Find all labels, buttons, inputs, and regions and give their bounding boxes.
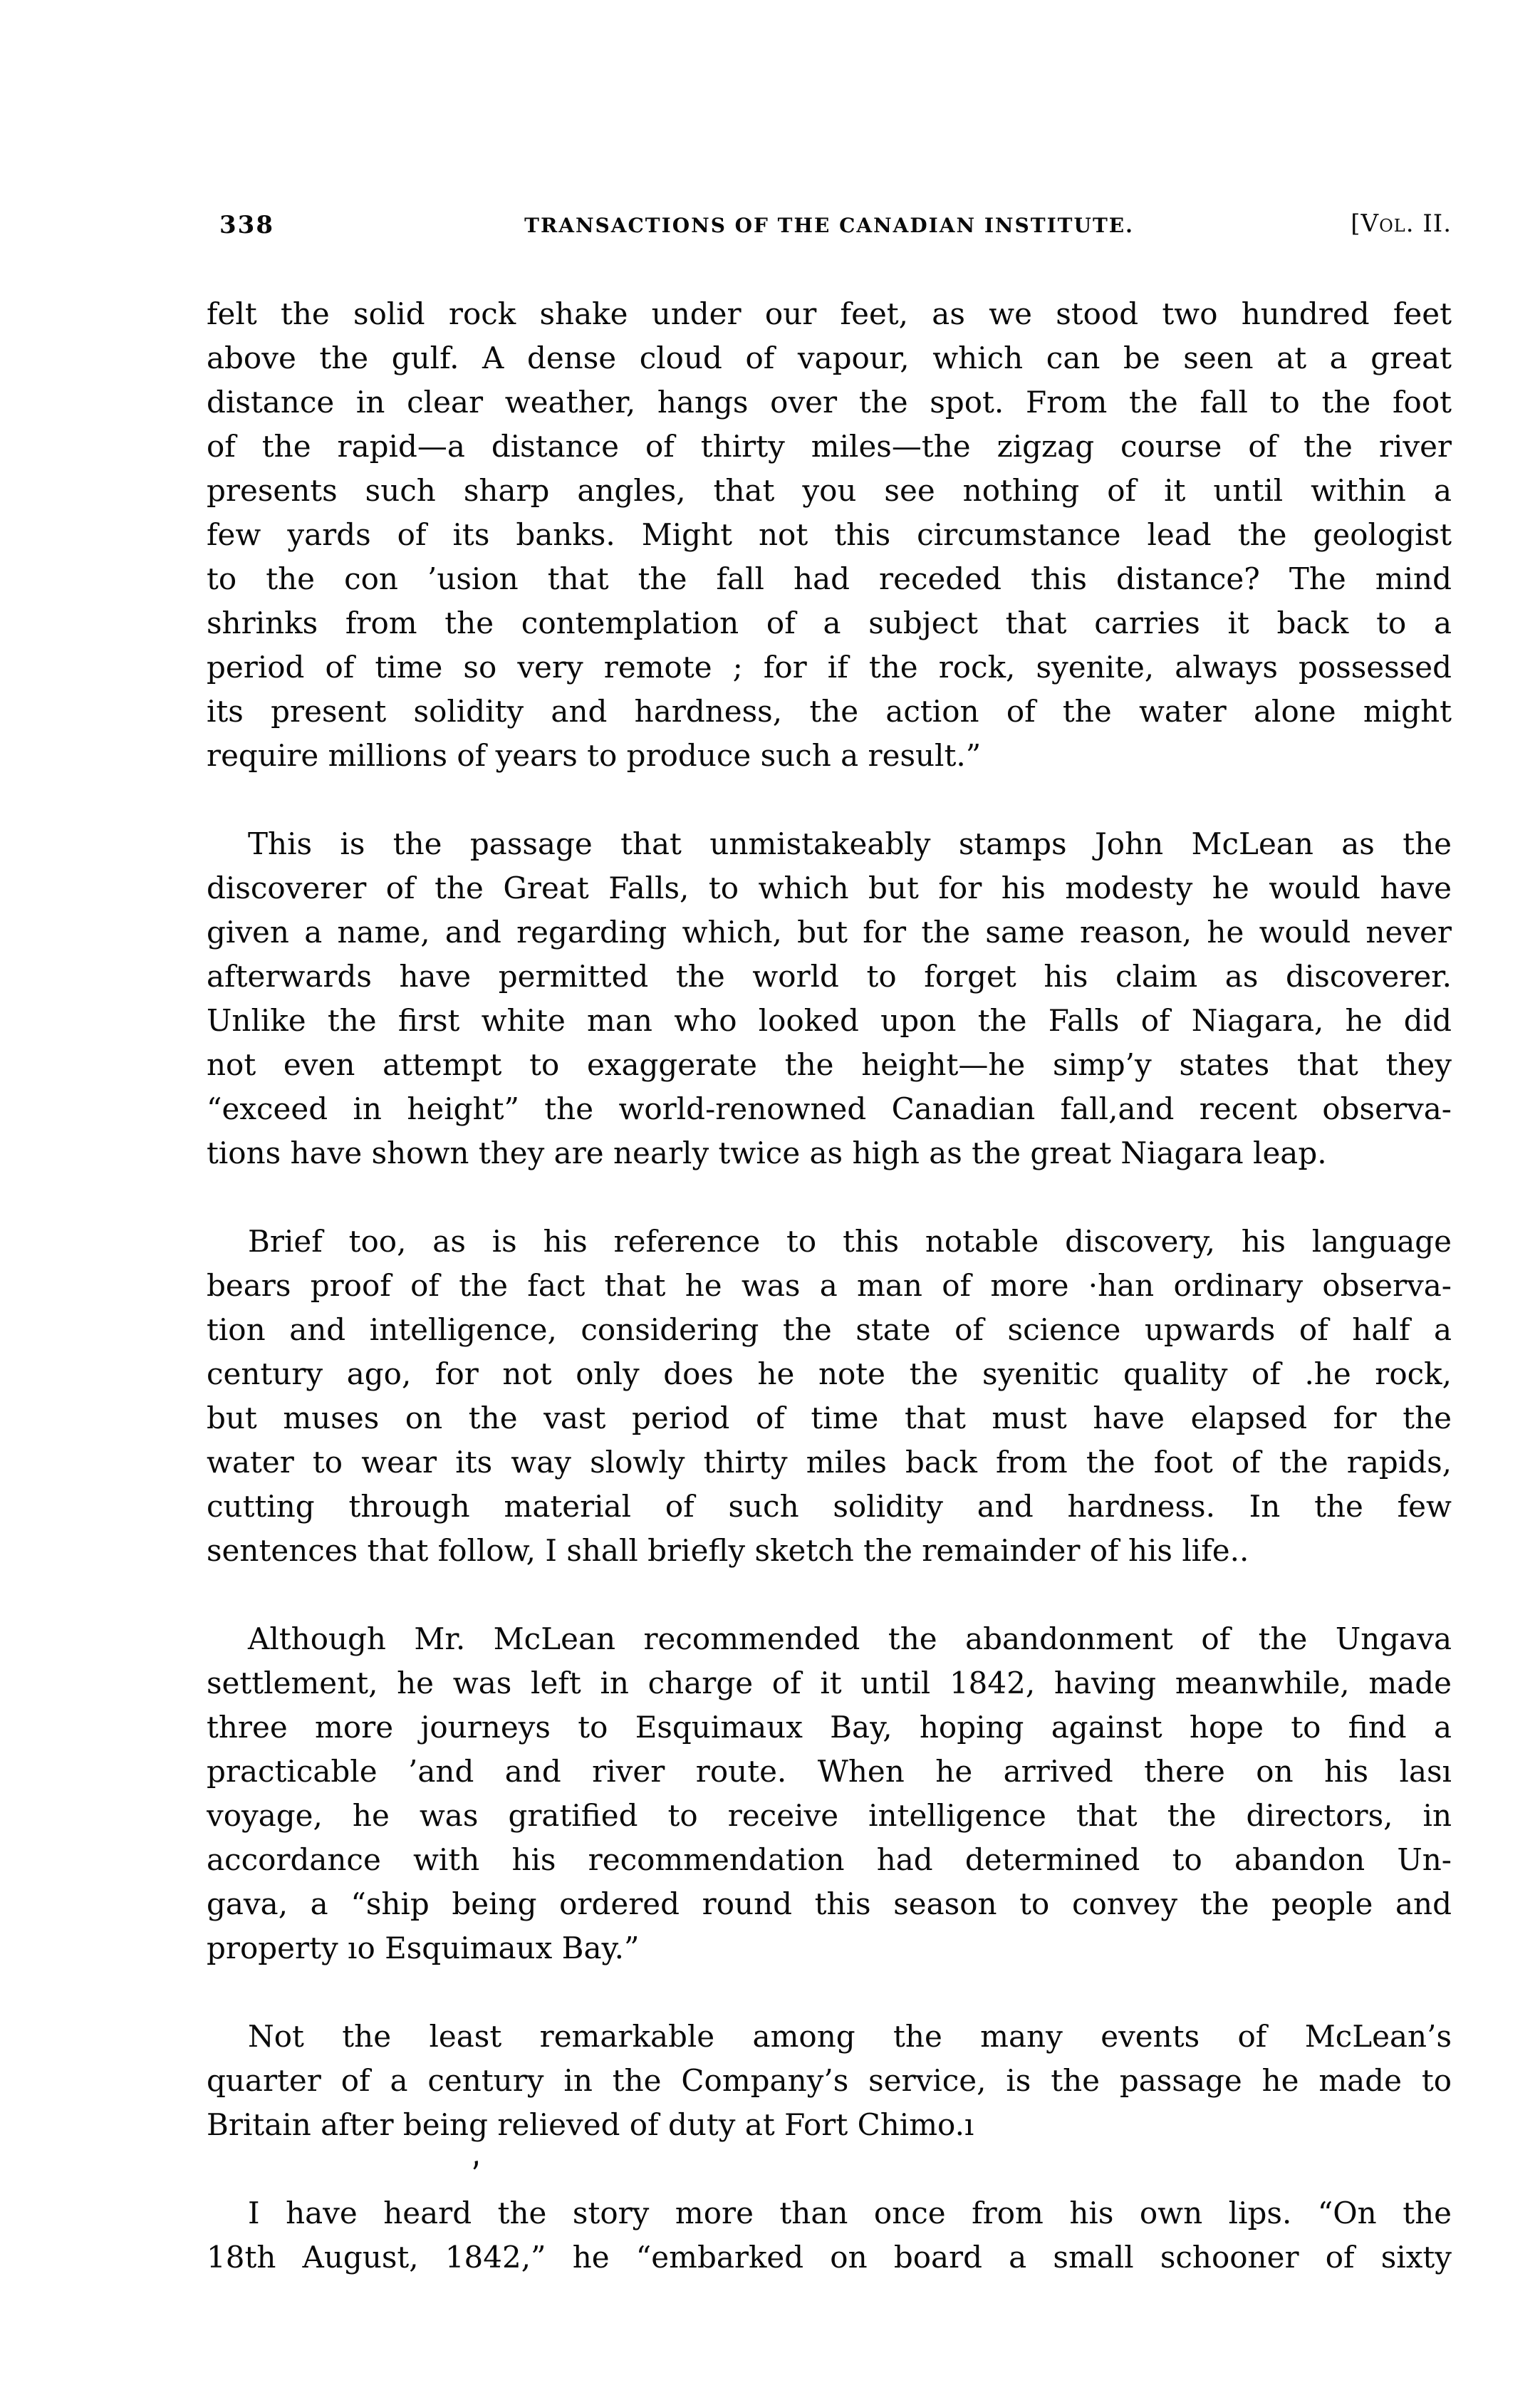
text-line: Not the least remarkable among the many events of McLean’s [248, 2019, 1452, 2054]
text-line: property ıo Esquimaux Bay.” [207, 1931, 640, 1965]
paragraph [207, 2015, 1452, 2147]
text-line: afterwards have permitted the world to forget his claim as discoverer. [207, 959, 1452, 994]
text-line: bears proof of the fact that he was a man of more ·han ordinary observa- [207, 1268, 1452, 1303]
text-line: This is the passage that unmistakeably stamps John McLean as the [248, 826, 1452, 861]
paragraph [207, 292, 1452, 778]
text-line: quarter of a century in the Company’s service, is the passage he made to [207, 2063, 1452, 2098]
text-line: require millions of years to produce such a result.” [207, 738, 982, 773]
text-line: few yards of its banks. Might not this circumstance lead the geologist [207, 517, 1452, 552]
text-line: to the con ’usion that the fall had receded this distance? The mind [207, 561, 1452, 596]
text-line: sentences that follow, I shall briefly sketch the remainder of his life.. [207, 1533, 1249, 1568]
paragraph [207, 822, 1452, 1175]
text-line: felt the solid rock shake under our feet, as we stood two hundred feet [207, 296, 1452, 331]
body-text [207, 292, 1452, 2280]
volume-label: [Vol. II. [1351, 209, 1452, 238]
text-line: above the gulf. A dense cloud of vapour, which can be seen at a great [207, 341, 1452, 375]
paragraph [207, 1617, 1452, 1970]
text-line: but muses on the vast period of time that must have elapsed for the [207, 1401, 1452, 1435]
text-line: Britain after being relieved of duty at Fort Chimo.ı [207, 2107, 974, 2142]
text-line: of the rapid—a distance of thirty miles—the zigzag course of the river [207, 429, 1452, 464]
text-line: I have heard the story more than once from his own lips. “On the [248, 2196, 1452, 2230]
text-line: Brief too, as is his reference to this notable discovery, his language [248, 1224, 1452, 1259]
running-title: TRANSACTIONS OF THE CANADIAN INSTITUTE. [524, 214, 1134, 237]
text-line: distance in clear weather, hangs over the spot. From the fall to the foot [207, 385, 1452, 420]
text-line: discoverer of the Great Falls, to which but for his modesty he would have [207, 871, 1452, 905]
text-line: Unlike the first white man who looked upon the Falls of Niagara, he did [207, 1003, 1452, 1038]
text-line: period of time so very remote ; for if the rock, syenite, always possessed [207, 650, 1452, 685]
text-line: tions have shown they are nearly twice as high as the great Niagara leap. [207, 1136, 1327, 1170]
text-line: settlement, he was left in charge of it until 1842, having meanwhile, made [207, 1666, 1452, 1700]
text-line: not even attempt to exaggerate the height—he simp’y states that they [207, 1047, 1452, 1082]
text-line: “exceed in height” the world-renowned Canadian fall,and recent observa- [207, 1091, 1452, 1126]
text-line: gava, a “ship being ordered round this season to convey the people and [207, 1886, 1452, 1921]
text-line: water to wear its way slowly thirty miles back from the foot of the rapids, [207, 1445, 1452, 1480]
text-line: practicable ’and and river route. When he arrived there on his lası [207, 1754, 1452, 1789]
page-header [207, 209, 1452, 244]
text-line: presents such sharp angles, that you see nothing of it until within a [207, 473, 1452, 508]
text-line: given a name, and regarding which, but for the same reason, he would never [207, 915, 1452, 950]
text-line: its present solidity and hardness, the action of the water alone might [207, 694, 1452, 729]
text-line: 18th August, 1842,” he “embarked on board a small schooner of sixty [207, 2240, 1452, 2275]
text-line: shrinks from the contemplation of a subject that carries it back to a [207, 606, 1452, 640]
text-line: accordance with his recommendation had determined to abandon Un- [207, 1842, 1452, 1877]
text-line: voyage, he was gratified to receive intelligence that the directors, in [207, 1798, 1452, 1833]
text-line: tion and intelligence, considering the state of science upwards of half a [207, 1312, 1452, 1347]
text-line: Although Mr. McLean recommended the abandonment of the Ungava [248, 1621, 1452, 1656]
text-line: three more journeys to Esquimaux Bay, hoping against hope to find a [207, 1710, 1452, 1745]
text-line: cutting through material of such solidity and hardness. In the few [207, 1489, 1452, 1524]
paragraph [207, 1220, 1452, 1573]
paragraph [207, 2191, 1452, 2280]
ink-artifact: ‚ [464, 2134, 484, 2173]
page-number: 338 [219, 211, 274, 239]
text-line: century ago, for not only does he note the syenitic quality of .he rock, [207, 1356, 1452, 1391]
